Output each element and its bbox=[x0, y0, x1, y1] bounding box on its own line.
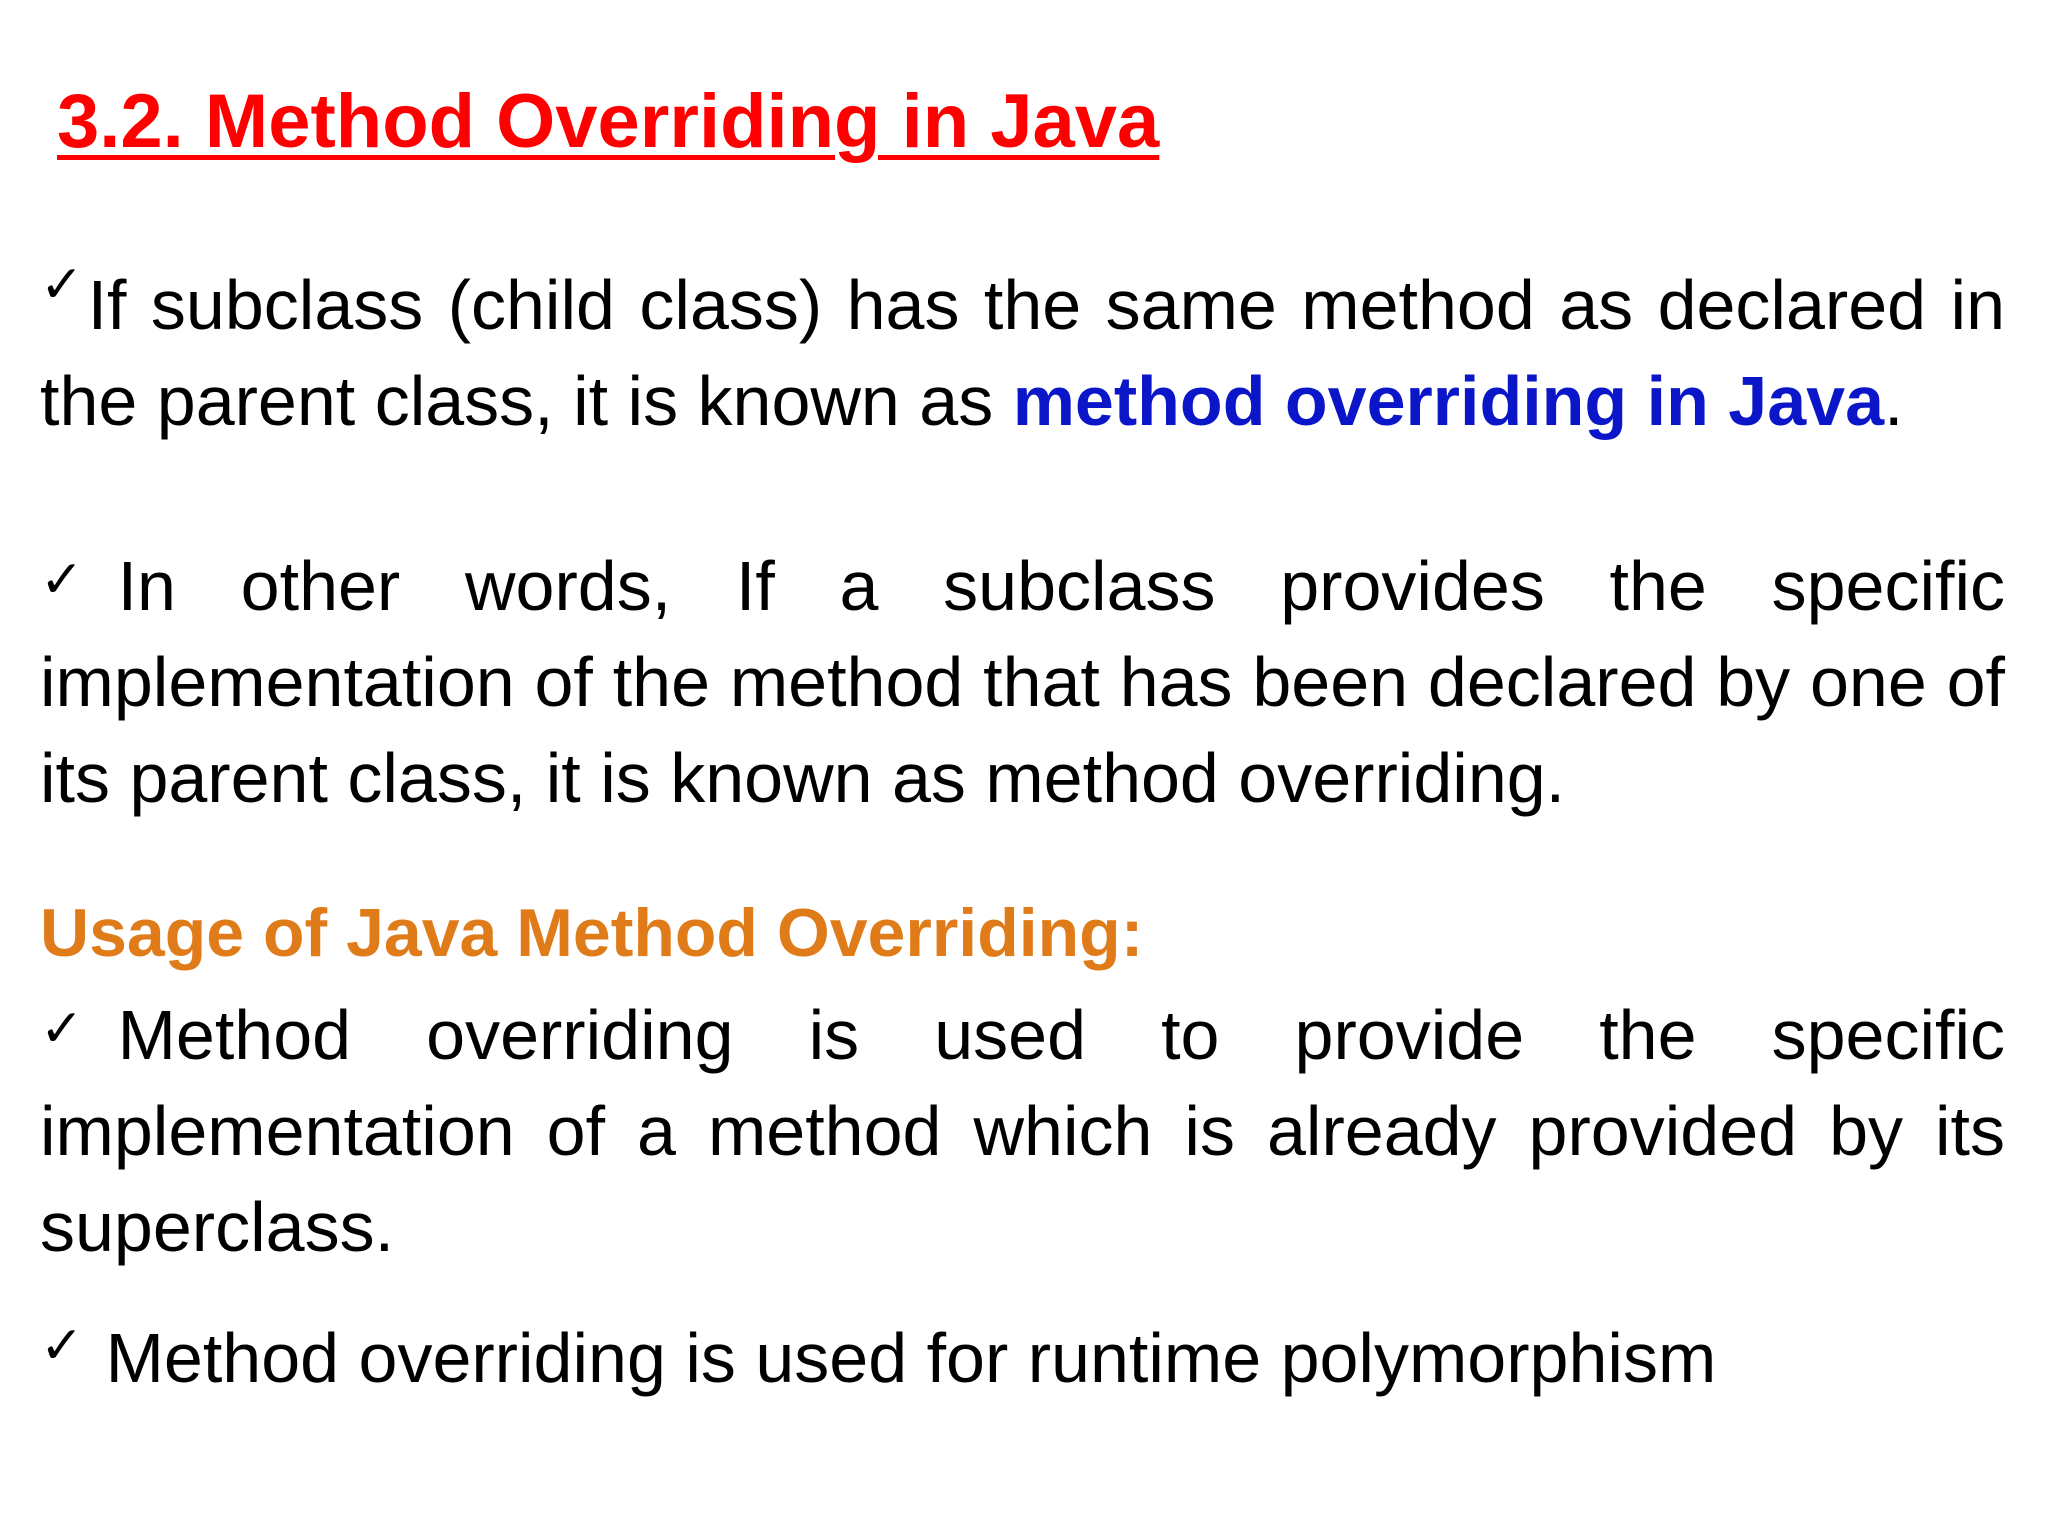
usage-heading: Usage of Java Method Overriding: bbox=[40, 895, 1144, 971]
slide-title: 3.2. Method Overriding in Java bbox=[57, 79, 1160, 164]
checkmark-icon: ✓ bbox=[40, 999, 84, 1059]
checkmark-icon: ✓ bbox=[40, 255, 84, 315]
bullet-point-usage-polymorphism bbox=[40, 1310, 1716, 1406]
highlighted-term: method overriding in Java bbox=[1012, 362, 1884, 440]
usage-polymorphism-text: Method overriding is used for runtime polymorphism bbox=[105, 1319, 1717, 1397]
usage-specific-text: Method overriding is used to provide the specific implementation of a method which is already provided by its superclass. bbox=[40, 996, 2005, 1266]
bullet-point-definition bbox=[40, 257, 2005, 449]
bullet-point-usage-specific bbox=[40, 987, 2005, 1275]
definition-text: If subclass (child class) has the same method as declared in the parent class, it is known as bbox=[40, 266, 2005, 440]
checkmark-icon: ✓ bbox=[40, 1316, 84, 1376]
bullet-point-other-words bbox=[40, 538, 2005, 826]
other-words-text: In other words, If a subclass provides the specific implementation of the method that has been declared by one of its parent class, it is known as method overriding. bbox=[40, 547, 2005, 817]
definition-period: . bbox=[1884, 362, 1904, 440]
checkmark-icon: ✓ bbox=[40, 550, 84, 610]
